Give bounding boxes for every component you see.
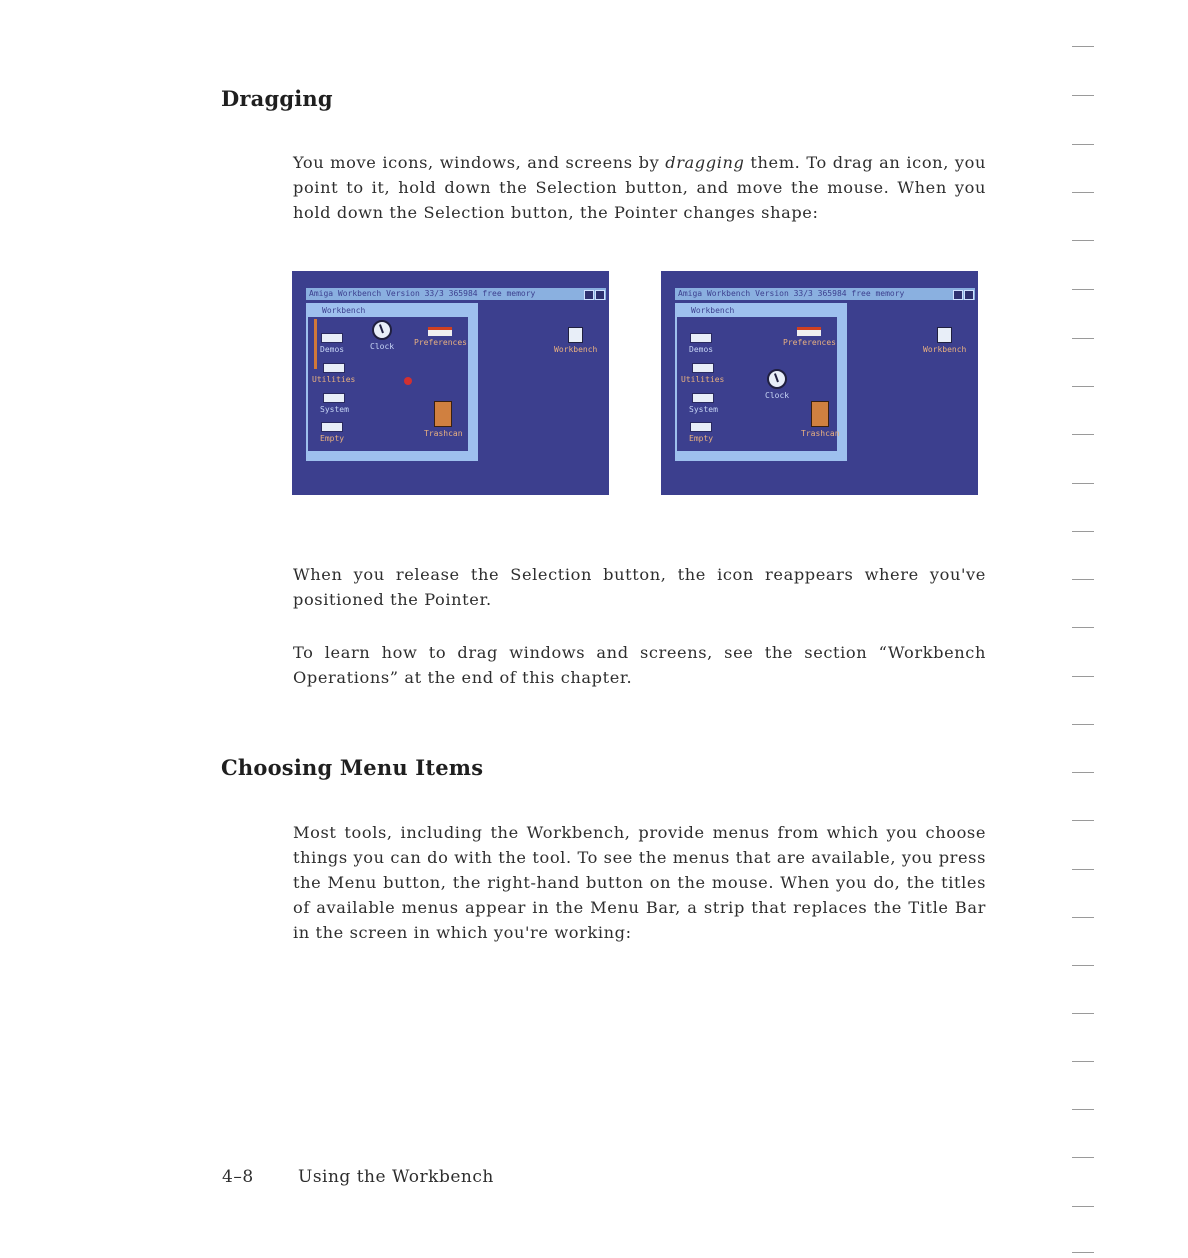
intro-text-end: them. To drag an icon, you point to it, hold down the Selection button, and move the mouse. When you hold down the Selection button, the Pointer changes shape: [293, 153, 986, 222]
demos-drawer-icon: Demos [320, 333, 344, 354]
window-title-bar: Workbench [677, 305, 845, 317]
footer-title: Using the Workbench [298, 1167, 494, 1187]
heading-choosing-menu-items: Choosing Menu Items [221, 755, 484, 780]
heading-dragging: Dragging [221, 86, 333, 111]
paragraph-drag-windows: To learn how to drag windows and screens, see the section “Workbench Operations” at the end of this chapter. [293, 643, 986, 687]
system-drawer-icon: System [689, 393, 718, 414]
window-scroll-marker [314, 319, 317, 369]
screen-title-bar: Amiga Workbench Version 33/3 365984 free memory [306, 288, 606, 300]
utilities-drawer-icon: Utilities [681, 363, 724, 384]
workbench-window [306, 303, 478, 461]
demos-drawer-icon: Demos [689, 333, 713, 354]
window-border-bottom [308, 451, 476, 459]
workbench-disk-icon: Workbench [923, 327, 966, 354]
footer-page-number: 4–8 [222, 1167, 254, 1187]
margin-tick-marks [1068, 0, 1098, 1258]
depth-gadget-icon [964, 290, 974, 300]
screen-title-bar: Amiga Workbench Version 33/3 365984 free memory [675, 288, 975, 300]
depth-gadget-icon [595, 290, 605, 300]
window-title-bar: Workbench [308, 305, 476, 317]
window-border-bottom [677, 451, 845, 459]
emphasis-dragging: dragging [665, 153, 745, 172]
depth-gadget-icon [584, 290, 594, 300]
window-border-right [468, 317, 476, 451]
preferences-icon: Preferences [783, 327, 836, 347]
pointer-icon [404, 377, 412, 385]
empty-drawer-icon: Empty [689, 422, 713, 443]
clock-icon: Clock [370, 320, 394, 351]
trashcan-icon: Trashcan [424, 401, 463, 438]
workbench-screenshot-after [661, 271, 978, 495]
workbench-window [675, 303, 847, 461]
preferences-icon: Preferences [414, 327, 467, 347]
paragraph-release: When you release the Selection button, the icon reappears where you've positioned the Pointer. [293, 565, 986, 609]
intro-text-start: You move icons, windows, and screens by [293, 153, 666, 172]
workbench-screenshot-before [292, 271, 609, 495]
paragraph-menus: Most tools, including the Workbench, provide menus from which you choose things you can do with the tool. To see the menus that are available, you press the Menu button, the right-hand button on the mouse. When you do, the titles of available menus appear in the Menu Bar, a strip that replaces the Title Bar in the screen in which you're working: [293, 823, 986, 942]
trashcan-icon: Trashcan [801, 401, 840, 438]
utilities-drawer-icon: Utilities [312, 363, 355, 384]
empty-drawer-icon: Empty [320, 422, 344, 443]
workbench-disk-icon: Workbench [554, 327, 597, 354]
clock-icon: Clock [765, 369, 789, 400]
paragraph-dragging-intro [293, 150, 986, 225]
system-drawer-icon: System [320, 393, 349, 414]
depth-gadget-icon [953, 290, 963, 300]
